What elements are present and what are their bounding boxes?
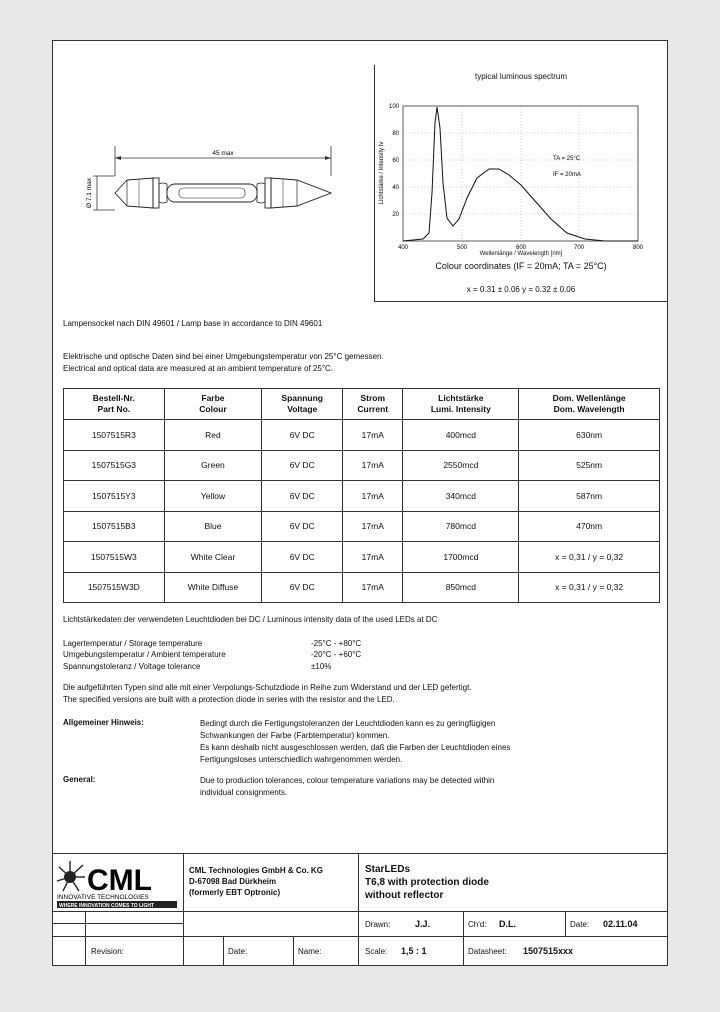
table-row <box>64 511 660 542</box>
cell: 6V DC <box>262 450 343 481</box>
general-label-de: Allgemeiner Hinweis: <box>63 718 144 727</box>
led-intensity-note: Lichtstärkedaten der verwendeten Leuchtdioden bei DC / Luminous intensity data of the used LEDs at DC <box>63 615 438 624</box>
cell: Green <box>164 450 262 481</box>
cell: Blue <box>164 511 262 542</box>
cml-logo <box>55 859 181 909</box>
name-label: Name: <box>298 947 322 956</box>
colour-coord-title: Colour coordinates (IF = 20mA; TA = 25°C) <box>435 261 607 271</box>
x-tick: 700 <box>573 245 585 251</box>
cell: 17mA <box>343 511 403 542</box>
table-row <box>64 542 660 573</box>
cell: White Diffuse <box>164 572 262 603</box>
table-header-row <box>64 389 660 420</box>
protection-note-en: The specified versions are built with a protection diode in series with the resistor and the LED. <box>63 695 395 704</box>
x-tick: 800 <box>632 245 644 251</box>
cell: Yellow <box>164 481 262 512</box>
date-value: 02.11.04 <box>603 919 638 929</box>
cell: 6V DC <box>262 511 343 542</box>
y-tick: 60 <box>392 158 399 164</box>
col-header: Bestell-Nr. Part No. <box>64 389 165 420</box>
spectrum-panel <box>374 65 667 302</box>
cell: 17mA <box>343 572 403 603</box>
cell: 525nm <box>519 450 660 481</box>
colour-coord-values: x = 0.31 ± 0.06 y = 0.32 ± 0.06 <box>466 285 576 294</box>
datasheet-value: 1507515xxx <box>523 946 574 956</box>
col-header: Lichtstärke Lumi. Intensity <box>403 389 519 420</box>
cell: 6V DC <box>262 572 343 603</box>
table-row <box>64 481 660 512</box>
cell: x = 0,31 / y = 0,32 <box>519 572 660 603</box>
table-row <box>64 450 660 481</box>
general-text-en: Due to production tolerances, colour temperature variations may be detected within individual consignments. <box>200 776 495 797</box>
ambient-note-de: Elektrische und optische Daten sind bei einer Umgebungstemperatur von 25°C gemessen. <box>63 352 384 361</box>
starburst-icon <box>57 861 85 891</box>
ambient-note-en: Electrical and optical data are measured at an ambient temperature of 25°C. <box>63 364 334 373</box>
col-header: Farbe Colour <box>164 389 262 420</box>
title-block <box>53 853 667 965</box>
protection-note-de: Die aufgeführten Typen sind alle mit einer Verpolungs-Schutzdiode in Reihe zum Widerstand und der LED gefertigt. <box>63 683 472 692</box>
drawn-label: Drawn: <box>365 920 391 929</box>
date-label: Date: <box>570 920 590 929</box>
cell: 400mcd <box>403 420 519 451</box>
cell: 1507515R3 <box>64 420 165 451</box>
cell: 1507515G3 <box>64 450 165 481</box>
cell: 6V DC <box>262 420 343 451</box>
revision-date-label: Date: <box>228 947 248 956</box>
cell: 470nm <box>519 511 660 542</box>
cell: 17mA <box>343 481 403 512</box>
cell: x = 0,31 / y = 0,32 <box>519 542 660 573</box>
logo-subtitle: INNOVATIVE TECHNOLOGIES <box>57 894 149 901</box>
cell: 1507515Y3 <box>64 481 165 512</box>
company-block: CML Technologies GmbH & Co. KG D-67098 Bad Dürkheim (formerly EBT Optronic) <box>189 866 323 897</box>
logo-tagline: WHERE INNOVATION COMES TO LIGHT <box>59 903 154 909</box>
lamp-drawing <box>83 136 343 226</box>
cell: Red <box>164 420 262 451</box>
cell: 6V DC <box>262 542 343 573</box>
y-tick: 40 <box>392 185 399 191</box>
cell: 1507515W3 <box>64 542 165 573</box>
spec-row: Umgebungstemperatur / Ambient temperature -20°C - +60°C <box>63 650 362 660</box>
datasheet-page <box>52 40 668 966</box>
condition-temp: TA = 25°C <box>553 156 581 162</box>
y-tick: 20 <box>392 212 399 218</box>
y-axis-label: Lichtstärke / Intensity Iv <box>379 141 385 205</box>
cell: White Clear <box>164 542 262 573</box>
spec-row: Spannungstoleranz / Voltage tolerance ±10% <box>63 661 332 671</box>
spec-row: Lagertemperatur / Storage temperature -25°C - +80°C <box>63 639 362 648</box>
product-table <box>63 388 660 603</box>
dimension-length: 45 max <box>212 150 234 157</box>
col-header: Dom. Wellenlänge Dom. Wavelength <box>519 389 660 420</box>
cell: 2550mcd <box>403 450 519 481</box>
col-header: Spannung Voltage <box>262 389 343 420</box>
cell: 1700mcd <box>403 542 519 573</box>
dimension-diameter: Ø 7.1 max <box>86 178 93 208</box>
revision-label: Revision: <box>91 947 124 956</box>
datasheet-label: Datasheet: <box>468 947 507 956</box>
col-header: Strom Current <box>343 389 403 420</box>
cell: 340mcd <box>403 481 519 512</box>
x-tick: 500 <box>456 245 468 251</box>
cell: 587nm <box>519 481 660 512</box>
scale-label: Scale: <box>365 947 388 956</box>
general-text-de: Bedingt durch die Fertigungstoleranzen der Leuchtdioden kann es zu geringfügigen Schwankungen der Farbe (Farbtemperatur) kommen. Es kann deshalb nicht ausgeschlossen werden, daß die Farben der Leuchtdioden eines Fertigungsloses unterschiedlich wahrgenommen werden. <box>200 719 511 764</box>
cell: 780mcd <box>403 511 519 542</box>
table-row <box>64 420 660 451</box>
checked-label: Ch'd: <box>468 920 487 929</box>
cell: 1507515W3D <box>64 572 165 603</box>
table-row <box>64 572 660 603</box>
y-tick: 80 <box>392 131 399 137</box>
spectrum-chart <box>375 83 665 253</box>
x-tick: 400 <box>397 245 409 251</box>
condition-current: IF = 20mA <box>553 172 581 178</box>
x-tick: 600 <box>515 245 527 251</box>
logo-text: CML <box>87 864 152 897</box>
cell: 630nm <box>519 420 660 451</box>
x-axis-label: Wellenlänge / Wavelength [nm] <box>479 251 563 257</box>
cell: 1507515B3 <box>64 511 165 542</box>
cell: 17mA <box>343 542 403 573</box>
product-block: StarLEDs T6,8 with protection diode without reflector <box>365 864 489 901</box>
cell: 850mcd <box>403 572 519 603</box>
cell: 17mA <box>343 450 403 481</box>
drawn-value: J.J. <box>415 919 431 929</box>
general-label-en: General: <box>63 775 96 784</box>
spectrum-title: typical luminous spectrum <box>474 72 568 81</box>
checked-value: D.L. <box>499 919 516 929</box>
specs-block <box>63 638 463 672</box>
scale-value: 1,5 : 1 <box>401 946 427 956</box>
y-tick: 100 <box>388 104 399 110</box>
cell: 6V DC <box>262 481 343 512</box>
cell: 17mA <box>343 420 403 451</box>
lamp-base-note: Lampensockel nach DIN 49601 / Lamp base in accordance to DIN 49601 <box>63 319 323 328</box>
